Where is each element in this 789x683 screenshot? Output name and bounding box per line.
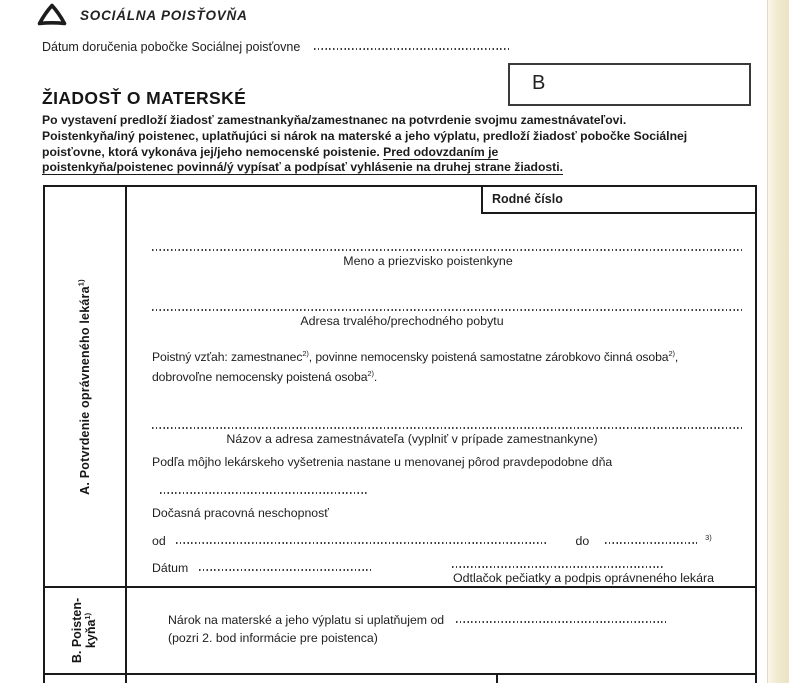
date-label: Dátum bbox=[152, 561, 189, 575]
birth-estimate-text: Podľa môjho lekárskeho vyšetrenia nastane u menovanej pôrod pravdepodobne dňa bbox=[152, 455, 613, 469]
from-fill-line bbox=[176, 542, 548, 544]
next-row-cell-divider bbox=[496, 675, 498, 683]
from-label: od bbox=[152, 534, 166, 548]
address-fill-line bbox=[152, 309, 742, 311]
to-label: do bbox=[575, 534, 590, 548]
code-box-value: B bbox=[532, 72, 546, 94]
birth-date-fill-line bbox=[160, 492, 368, 494]
code-box bbox=[508, 63, 751, 106]
section-b-label: B. Poisten- kyňa$^{1)}$ bbox=[70, 597, 98, 664]
intro-line-1: Po vystavení predloží žiadosť zamestnankyňa/zamestnanec na potvrdenie svojmu zamestnávateľovi. bbox=[42, 113, 627, 127]
table-column-divider bbox=[125, 187, 127, 683]
claim-row bbox=[168, 613, 666, 627]
claim-from-fill-line bbox=[456, 621, 666, 623]
stamp-fill-line bbox=[452, 566, 663, 568]
intro-line-2: Poistenkyňa/iný poistenec, uplatňujúci si nárok na materské a jeho výplatu, predloží žiadosť pobočke Sociálnej bbox=[42, 128, 688, 143]
date-fill-line bbox=[199, 569, 371, 571]
section-b-bottom-border bbox=[45, 673, 755, 675]
insurance-relation-text: Poistný vzťah: zamestnanec$^{2)}$, povinne nemocensky poistená samostatne zárobkovo činná osoba$^{2)}$, dobrovoľne nemocensky poistená osoba$^{2)}$. bbox=[152, 348, 679, 384]
birth-number-box bbox=[481, 187, 755, 214]
social-insurance-logo-icon bbox=[36, 2, 68, 28]
date-row bbox=[152, 561, 371, 575]
claim-text: Nárok na materské a jeho výplatu si uplatňujem od bbox=[168, 613, 445, 627]
address-caption: Adresa trvalého/prechodného pobytu bbox=[300, 314, 504, 328]
section-a-bottom-border bbox=[45, 586, 755, 588]
stamp-caption: Odtlačok pečiatky a podpis oprávneného lekára bbox=[452, 571, 715, 585]
name-caption: Meno a priezvisko poistenkyne bbox=[343, 254, 513, 268]
scan-page-edge bbox=[767, 0, 789, 683]
received-date-label: Dátum doručenia pobočke Sociálnej poisťovne bbox=[42, 40, 301, 54]
intro-line-4: poistenkyňa/poistenec povinná/ý vypísať a podpísať vyhlásenie na druhej strane žiadosti. bbox=[42, 160, 563, 175]
section-a-label: A. Potvrdenie oprávneného lekára$^{1)}$ bbox=[76, 278, 93, 495]
employer-caption: Názov a adresa zamestnávateľa (vyplniť v prípade zamestnankyne) bbox=[226, 432, 598, 446]
name-fill-line bbox=[152, 249, 742, 251]
incapacity-period-row bbox=[152, 534, 712, 548]
form-title: ŽIADOSŤ O MATERSKÉ bbox=[42, 88, 247, 108]
received-date-fill-line bbox=[314, 48, 510, 50]
employer-fill-line bbox=[152, 427, 742, 429]
birth-number-label: Rodné číslo bbox=[492, 192, 563, 206]
intro-line-3: poisťovne, ktorá vykonáva jej/jeho nemocenské poistenie. Pred odovzdaním je bbox=[42, 144, 499, 159]
brand-name: SOCIÁLNA POISŤOVŇA bbox=[80, 8, 248, 23]
received-date-line bbox=[42, 40, 510, 54]
claim-note: (pozri 2. bod informácie pre poistenca) bbox=[168, 631, 378, 645]
to-footnote: 3) bbox=[705, 532, 712, 542]
to-fill-line bbox=[605, 542, 697, 544]
incapacity-text: Dočasná pracovná neschopnosť bbox=[152, 506, 329, 520]
intro-paragraph bbox=[42, 113, 757, 176]
